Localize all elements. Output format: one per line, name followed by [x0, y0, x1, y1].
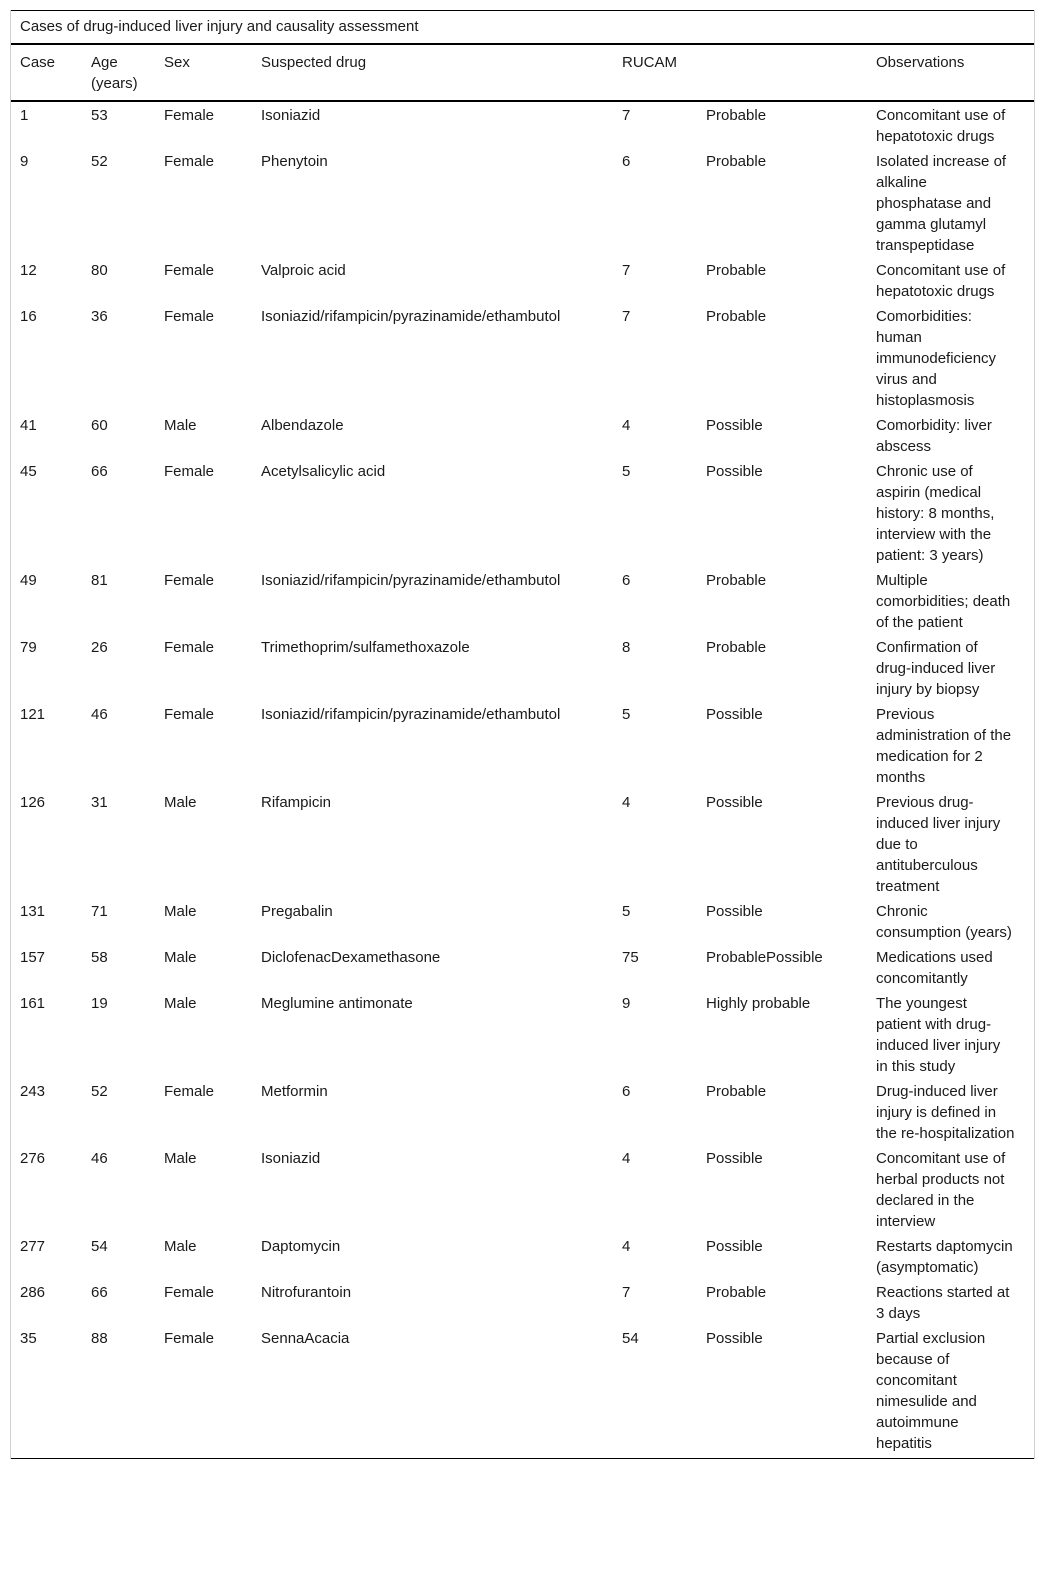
cell-case: 9 [20, 153, 29, 170]
cell-case: 243 [20, 1083, 46, 1100]
cell-age: 60 [91, 417, 108, 434]
cell-rucam-score: 6 [622, 1083, 631, 1100]
cell-sex: Male [164, 903, 197, 920]
table-row [11, 1145, 1034, 1233]
header-rucam: RUCAM [613, 44, 867, 101]
cell-suspected-drug: Meglumine antimonate [261, 995, 413, 1012]
cell-case: 41 [20, 417, 37, 434]
cell-rucam-score: 6 [622, 572, 631, 589]
cell-suspected-drug: Isoniazid/rifampicin/pyrazinamide/ethambutol [261, 308, 561, 325]
cell-age: 71 [91, 903, 108, 920]
cell-rucam-score: 7 [622, 308, 631, 325]
header-age-line1: Age [91, 54, 118, 71]
cell-rucam-score: 5 [622, 903, 631, 920]
cell-age: 19 [91, 995, 108, 1012]
cell-sex: Male [164, 794, 197, 811]
cell-suspected-drug: Acetylsalicylic acid [261, 463, 386, 480]
cell-case: 126 [20, 794, 46, 811]
cell-rucam-category: Probable [706, 572, 767, 589]
cell-suspected-drug: Rifampicin [261, 794, 332, 811]
cell-case: 49 [20, 572, 37, 589]
cell-observations: Confirmation of drug-induced liver injury by biopsy [876, 639, 996, 698]
cell-observations: Reactions started at 3 days [876, 1284, 1010, 1322]
cell-case: 157 [20, 949, 46, 966]
table-row [11, 458, 1034, 567]
cell-rucam-score: 5 [622, 463, 631, 480]
cell-rucam-score: 7 [622, 262, 631, 279]
table-row [11, 1325, 1034, 1459]
cell-case: 161 [20, 995, 46, 1012]
cell-sex: Female [164, 639, 215, 656]
cell-sex: Female [164, 572, 215, 589]
cell-sex: Female [164, 1284, 215, 1301]
cell-suspected-drug: Valproic acid [261, 262, 346, 279]
cell-rucam-score: 7 [622, 107, 631, 124]
table-header-row [11, 44, 1034, 101]
cell-suspected-drug: Pregabalin [261, 903, 333, 920]
cell-rucam-category: Probable [706, 1284, 767, 1301]
header-observations: Observations [867, 44, 1034, 101]
cell-age: 52 [91, 153, 108, 170]
table-row [11, 567, 1034, 634]
dili-table-container [10, 10, 1035, 1459]
cell-rucam-score: 8 [622, 639, 631, 656]
cell-rucam-score: 4 [622, 1238, 631, 1255]
cell-age: 36 [91, 308, 108, 325]
cell-observations: Chronic consumption (years) [876, 903, 1012, 941]
cell-rucam-category: Probable [706, 153, 767, 170]
header-case: Case [11, 44, 82, 101]
cell-age: 66 [91, 1284, 108, 1301]
cell-age: 26 [91, 639, 108, 656]
table-row [11, 148, 1034, 257]
cell-case: 277 [20, 1238, 46, 1255]
cell-suspected-drug: Albendazole [261, 417, 344, 434]
table-row [11, 1279, 1034, 1325]
cell-rucam-category: Probable [706, 262, 767, 279]
cell-age: 53 [91, 107, 108, 124]
header-age [82, 44, 155, 101]
cell-suspected-drug: Metformin [261, 1083, 328, 1100]
cell-rucam-category: Possible [706, 1150, 763, 1167]
table-row [11, 257, 1034, 303]
cell-age: 46 [91, 706, 108, 723]
cell-sex: Female [164, 463, 215, 480]
cell-rucam-category: Highly probable [706, 995, 811, 1012]
cell-rucam-score: 6 [622, 153, 631, 170]
cell-suspected-drug: DiclofenacDexamethasone [261, 949, 441, 966]
cell-rucam-category: Possible [706, 794, 763, 811]
table-row [11, 412, 1034, 458]
cell-suspected-drug: Nitrofurantoin [261, 1284, 352, 1301]
table-row [11, 1233, 1034, 1279]
cell-case: 131 [20, 903, 46, 920]
cell-age: 52 [91, 1083, 108, 1100]
table-caption-row [11, 11, 1034, 45]
cell-rucam-category: Possible [706, 1238, 763, 1255]
cell-observations: Previous drug-induced liver injury due to antituberculous treatment [876, 794, 1001, 895]
cell-case: 79 [20, 639, 37, 656]
cell-rucam-category: Probable [706, 1083, 767, 1100]
cell-sex: Male [164, 417, 197, 434]
cell-rucam-category: Probable [706, 639, 767, 656]
cell-observations: Concomitant use of hepatotoxic drugs [876, 262, 1006, 300]
table-row [11, 898, 1034, 944]
cell-sex: Male [164, 1150, 197, 1167]
cell-rucam-category: ProbablePossible [706, 949, 823, 966]
cell-age: 58 [91, 949, 108, 966]
cell-rucam-score: 5 [622, 706, 631, 723]
header-suspected-drug: Suspected drug [252, 44, 613, 101]
table-body [11, 101, 1034, 1459]
cell-age: 31 [91, 794, 108, 811]
table-row [11, 701, 1034, 789]
cell-suspected-drug: SennaAcacia [252, 1325, 613, 1459]
cell-rucam-score: 7 [622, 1284, 631, 1301]
cell-age: 88 [82, 1325, 155, 1459]
cell-case: 276 [20, 1150, 46, 1167]
cell-rucam-category: Possible [706, 417, 763, 434]
cell-rucam-score: 9 [622, 995, 631, 1012]
cell-sex: Female [164, 1083, 215, 1100]
cell-age: 66 [91, 463, 108, 480]
cell-sex: Male [164, 949, 197, 966]
cell-observations: Chronic use of aspirin (medical history: 8 months, interview with the patient: 3 years) [876, 463, 995, 564]
cell-suspected-drug: Isoniazid/rifampicin/pyrazinamide/ethambutol [261, 706, 561, 723]
cell-suspected-drug: Isoniazid [261, 107, 321, 124]
cell-observations: Comorbidities: human immunodeficiency virus and histoplasmosis [876, 308, 997, 409]
table-row [11, 303, 1034, 412]
cell-sex: Female [164, 107, 215, 124]
cell-case: 16 [20, 308, 37, 325]
cell-sex: Female [164, 153, 215, 170]
cell-observations: The youngest patient with drug-induced liver injury in this study [876, 995, 1001, 1075]
cell-sex: Female [155, 1325, 252, 1459]
cell-observations: Isolated increase of alkaline phosphatase and gamma glutamyl transpeptidase [876, 153, 1007, 254]
cell-sex: Male [164, 995, 197, 1012]
cell-observations: Medications used concomitantly [876, 949, 993, 987]
cell-rucam-score: 4 [622, 1150, 631, 1167]
cell-age: 80 [91, 262, 108, 279]
table-row [11, 634, 1034, 701]
cell-case: 35 [11, 1325, 82, 1459]
table-row [11, 101, 1034, 148]
table-row [11, 789, 1034, 898]
cell-rucam-score: 4 [622, 417, 631, 434]
cell-case: 45 [20, 463, 37, 480]
cell-rucam-category: Probable [706, 107, 767, 124]
cell-case: 121 [20, 706, 46, 723]
cell-age: 81 [91, 572, 108, 589]
cell-sex: Female [164, 706, 215, 723]
dili-causality-table [11, 10, 1034, 1459]
table-row [11, 944, 1034, 990]
cell-rucam-score: 4 [622, 794, 631, 811]
cell-rucam-category: Possible [697, 1325, 867, 1459]
table-caption: Cases of drug-induced liver injury and causality assessment [11, 11, 1034, 45]
cell-case: 1 [20, 107, 29, 124]
table-row [11, 1078, 1034, 1145]
cell-rucam-category: Probable [706, 308, 767, 325]
cell-rucam-score: 54 [613, 1325, 697, 1459]
cell-observations: Comorbidity: liver abscess [876, 417, 992, 455]
cell-observations: Previous administration of the medication for 2 months [876, 706, 1012, 786]
cell-rucam-score: 75 [622, 949, 639, 966]
table-row [11, 990, 1034, 1078]
cell-sex: Male [164, 1238, 197, 1255]
cell-suspected-drug: Trimethoprim/sulfamethoxazole [261, 639, 470, 656]
cell-case: 12 [20, 262, 37, 279]
header-sex: Sex [155, 44, 252, 101]
cell-rucam-category: Possible [706, 706, 763, 723]
cell-observations: Drug-induced liver injury is defined in the re-hospitalization [876, 1083, 1015, 1142]
cell-rucam-category: Possible [706, 463, 763, 480]
cell-suspected-drug: Isoniazid/rifampicin/pyrazinamide/ethambutol [261, 572, 561, 589]
cell-sex: Female [164, 308, 215, 325]
cell-rucam-category: Possible [706, 903, 763, 920]
cell-sex: Female [164, 262, 215, 279]
cell-observations: Concomitant use of herbal products not declared in the interview [876, 1150, 1006, 1230]
cell-observations: Partial exclusion because of concomitant nimesulide and autoimmune hepatitis [867, 1325, 1034, 1459]
cell-observations: Concomitant use of hepatotoxic drugs [876, 107, 1006, 145]
cell-observations: Restarts daptomycin (asymptomatic) [876, 1238, 1013, 1276]
cell-suspected-drug: Daptomycin [261, 1238, 341, 1255]
cell-age: 46 [91, 1150, 108, 1167]
cell-suspected-drug: Isoniazid [261, 1150, 321, 1167]
cell-age: 54 [91, 1238, 108, 1255]
cell-case: 286 [20, 1284, 46, 1301]
cell-observations: Multiple comorbidities; death of the patient [876, 572, 1011, 631]
cell-suspected-drug: Phenytoin [261, 153, 328, 170]
header-age-line2: (years) [91, 75, 138, 92]
